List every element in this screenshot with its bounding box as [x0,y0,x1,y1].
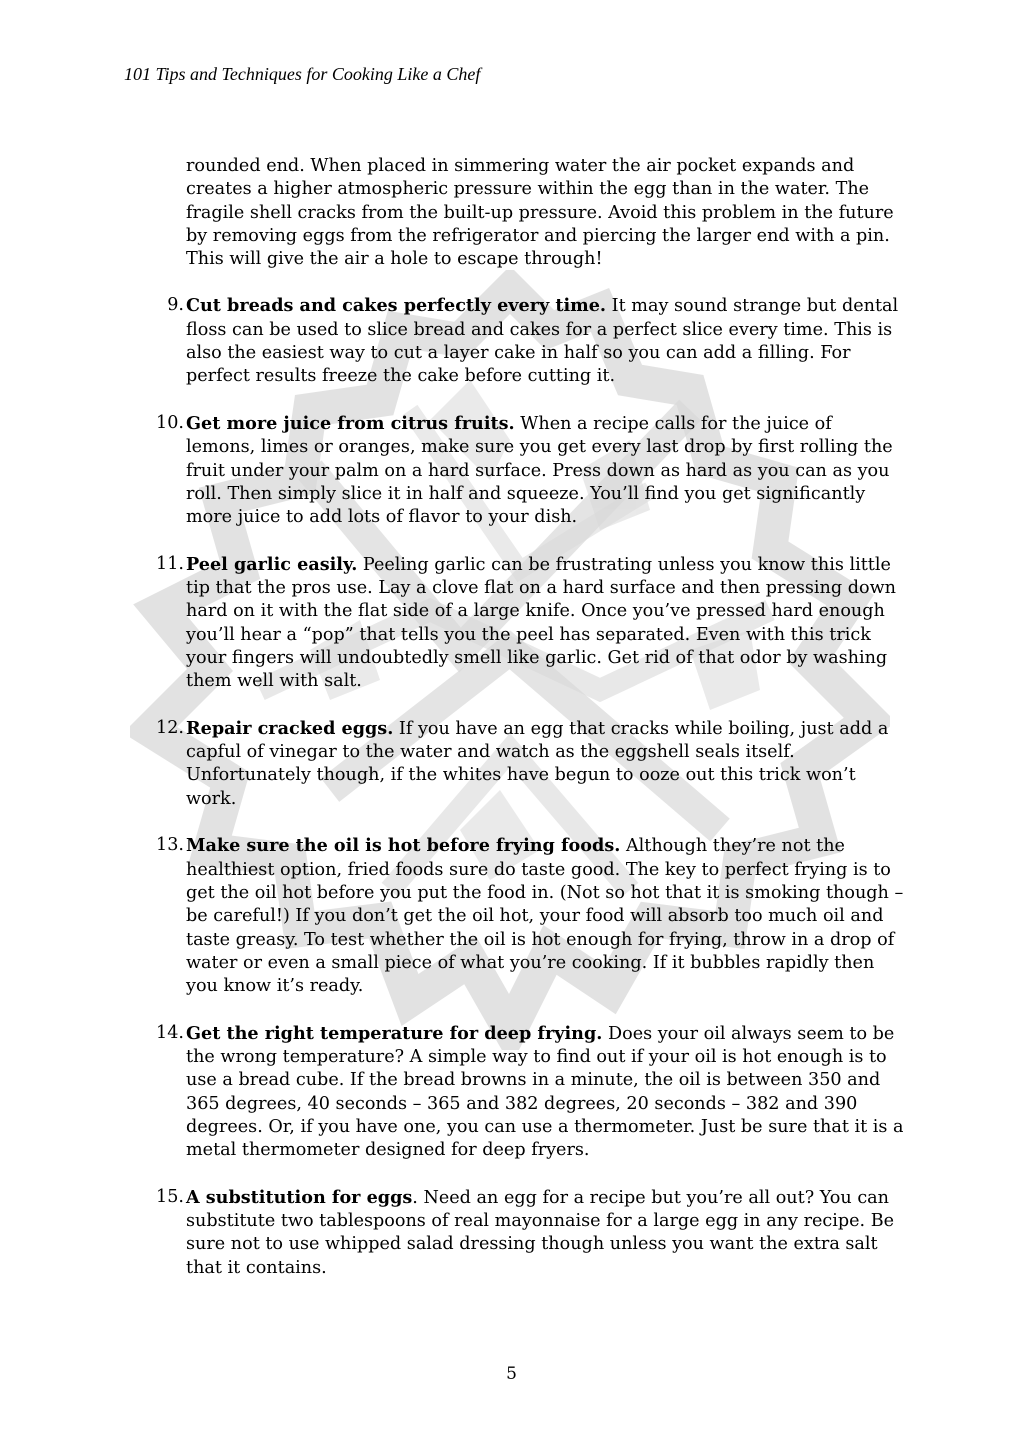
list-item [156,834,904,998]
tip-title: Repair cracked eggs. [186,717,394,739]
tip-title: Get more juice from citrus fruits. [186,412,515,434]
tip-title: Cut breads and cakes perfectly every time. [186,295,607,317]
tip-title: Peel garlic easily. [186,553,358,575]
tip-number: 10. [156,412,184,433]
tip-title: Make sure the oil is hot before frying foods. [186,835,621,857]
running-header: 101 Tips and Techniques for Cooking Like a Chef [124,64,481,84]
intro-paragraph: rounded end. When placed in simmering water the air pocket expands and creates a higher atmospheric pressure within the egg than in the water. The fragile shell cracks from the built-up pressure. Avoid this problem in the future by removing eggs from the refrigerator and piercing the larger end with a pin. This will give the air a hole to escape through! [186,156,894,270]
list-item [156,412,904,529]
page-body [156,155,904,1303]
tip-body: Peeling garlic can be frustrating unless you know this little tip that the pros use. Lay a clove flat on a hard surface and then pressing down hard on it with the flat side of a large knife. Once you’ve pressed hard enough you’ll hear a “pop” that tells you the peel has separated. Even with this trick your fingers will undoubtedly smell like garlic. Get rid of that odor by washing them well with salt. [186,554,896,692]
tip-number: 9. [167,295,184,316]
tip-number: 14. [156,1022,184,1043]
tip-body: Does your oil always seem to be the wrong temperature? A simple way to find out if your oil is hot enough is to use a bread cube. If the bread browns in a minute, the oil is between 350 and 365 degrees, 40 seconds – 365 and 382 degrees, 20 seconds – 382 and 390 degrees. Or, if you have one, you can use a thermometer. Just be sure that it is a metal thermometer designed for deep fryers. [186,1023,904,1161]
tips-list [156,294,904,1279]
tip-body: It may sound strange but dental floss can be used to slice bread and cakes for a perfect slice every time. This is also the easiest way to cut a layer cake in half so you can add a filling. For perfect results freeze the cake before cutting it. [186,296,899,387]
tip-number: 11. [156,553,184,574]
list-item [167,294,904,388]
tip-body: Although they’re not the healthiest option, fried foods sure do taste good. The key to perfect frying is to get the oil hot before you put the food in. (Not so hot that it is smoking though – be careful!) If you don’t get the oil hot, your food will absorb too much oil and taste greasy. To test whether the oil is hot enough for frying, throw in a drop of water or even a small piece of what you’re cooking. If it bubbles rapidly then you know it’s ready. [186,836,904,997]
tip-number: 12. [156,717,184,738]
page-number: 5 [506,1364,517,1384]
tip-body: If you have an egg that cracks while boiling, just add a capful of vinegar to the water and watch as the eggshell seals itself. Unfortunately though, if the whites have begun to ooze out this trick won’t work. [186,718,889,809]
tip-title: A substitution for eggs [186,1186,413,1208]
list-item [156,1186,904,1280]
list-item [156,717,904,811]
tip-number: 13. [156,835,184,856]
tip-title: Get the right temperature for deep frying. [186,1022,603,1044]
tip-body: . Need an egg for a recipe but you’re all out? You can substitute two tablespoons of real mayonnaise for a large egg in any recipe. Be sure not to use whipped salad dressing though unless you want the extra salt that it contains. [186,1187,895,1278]
tip-body: When a recipe calls for the juice of lemons, limes or oranges, make sure you get every last drop by first rolling the fruit under your palm on a hard surface. Press down as hard as you can as you roll. Then simply slice it in half and squeeze. You’ll find you get significantly more juice to add lots of flavor to your dish. [186,413,893,528]
list-item [156,1022,904,1163]
tip-number: 15. [156,1186,184,1207]
list-item [156,553,904,694]
